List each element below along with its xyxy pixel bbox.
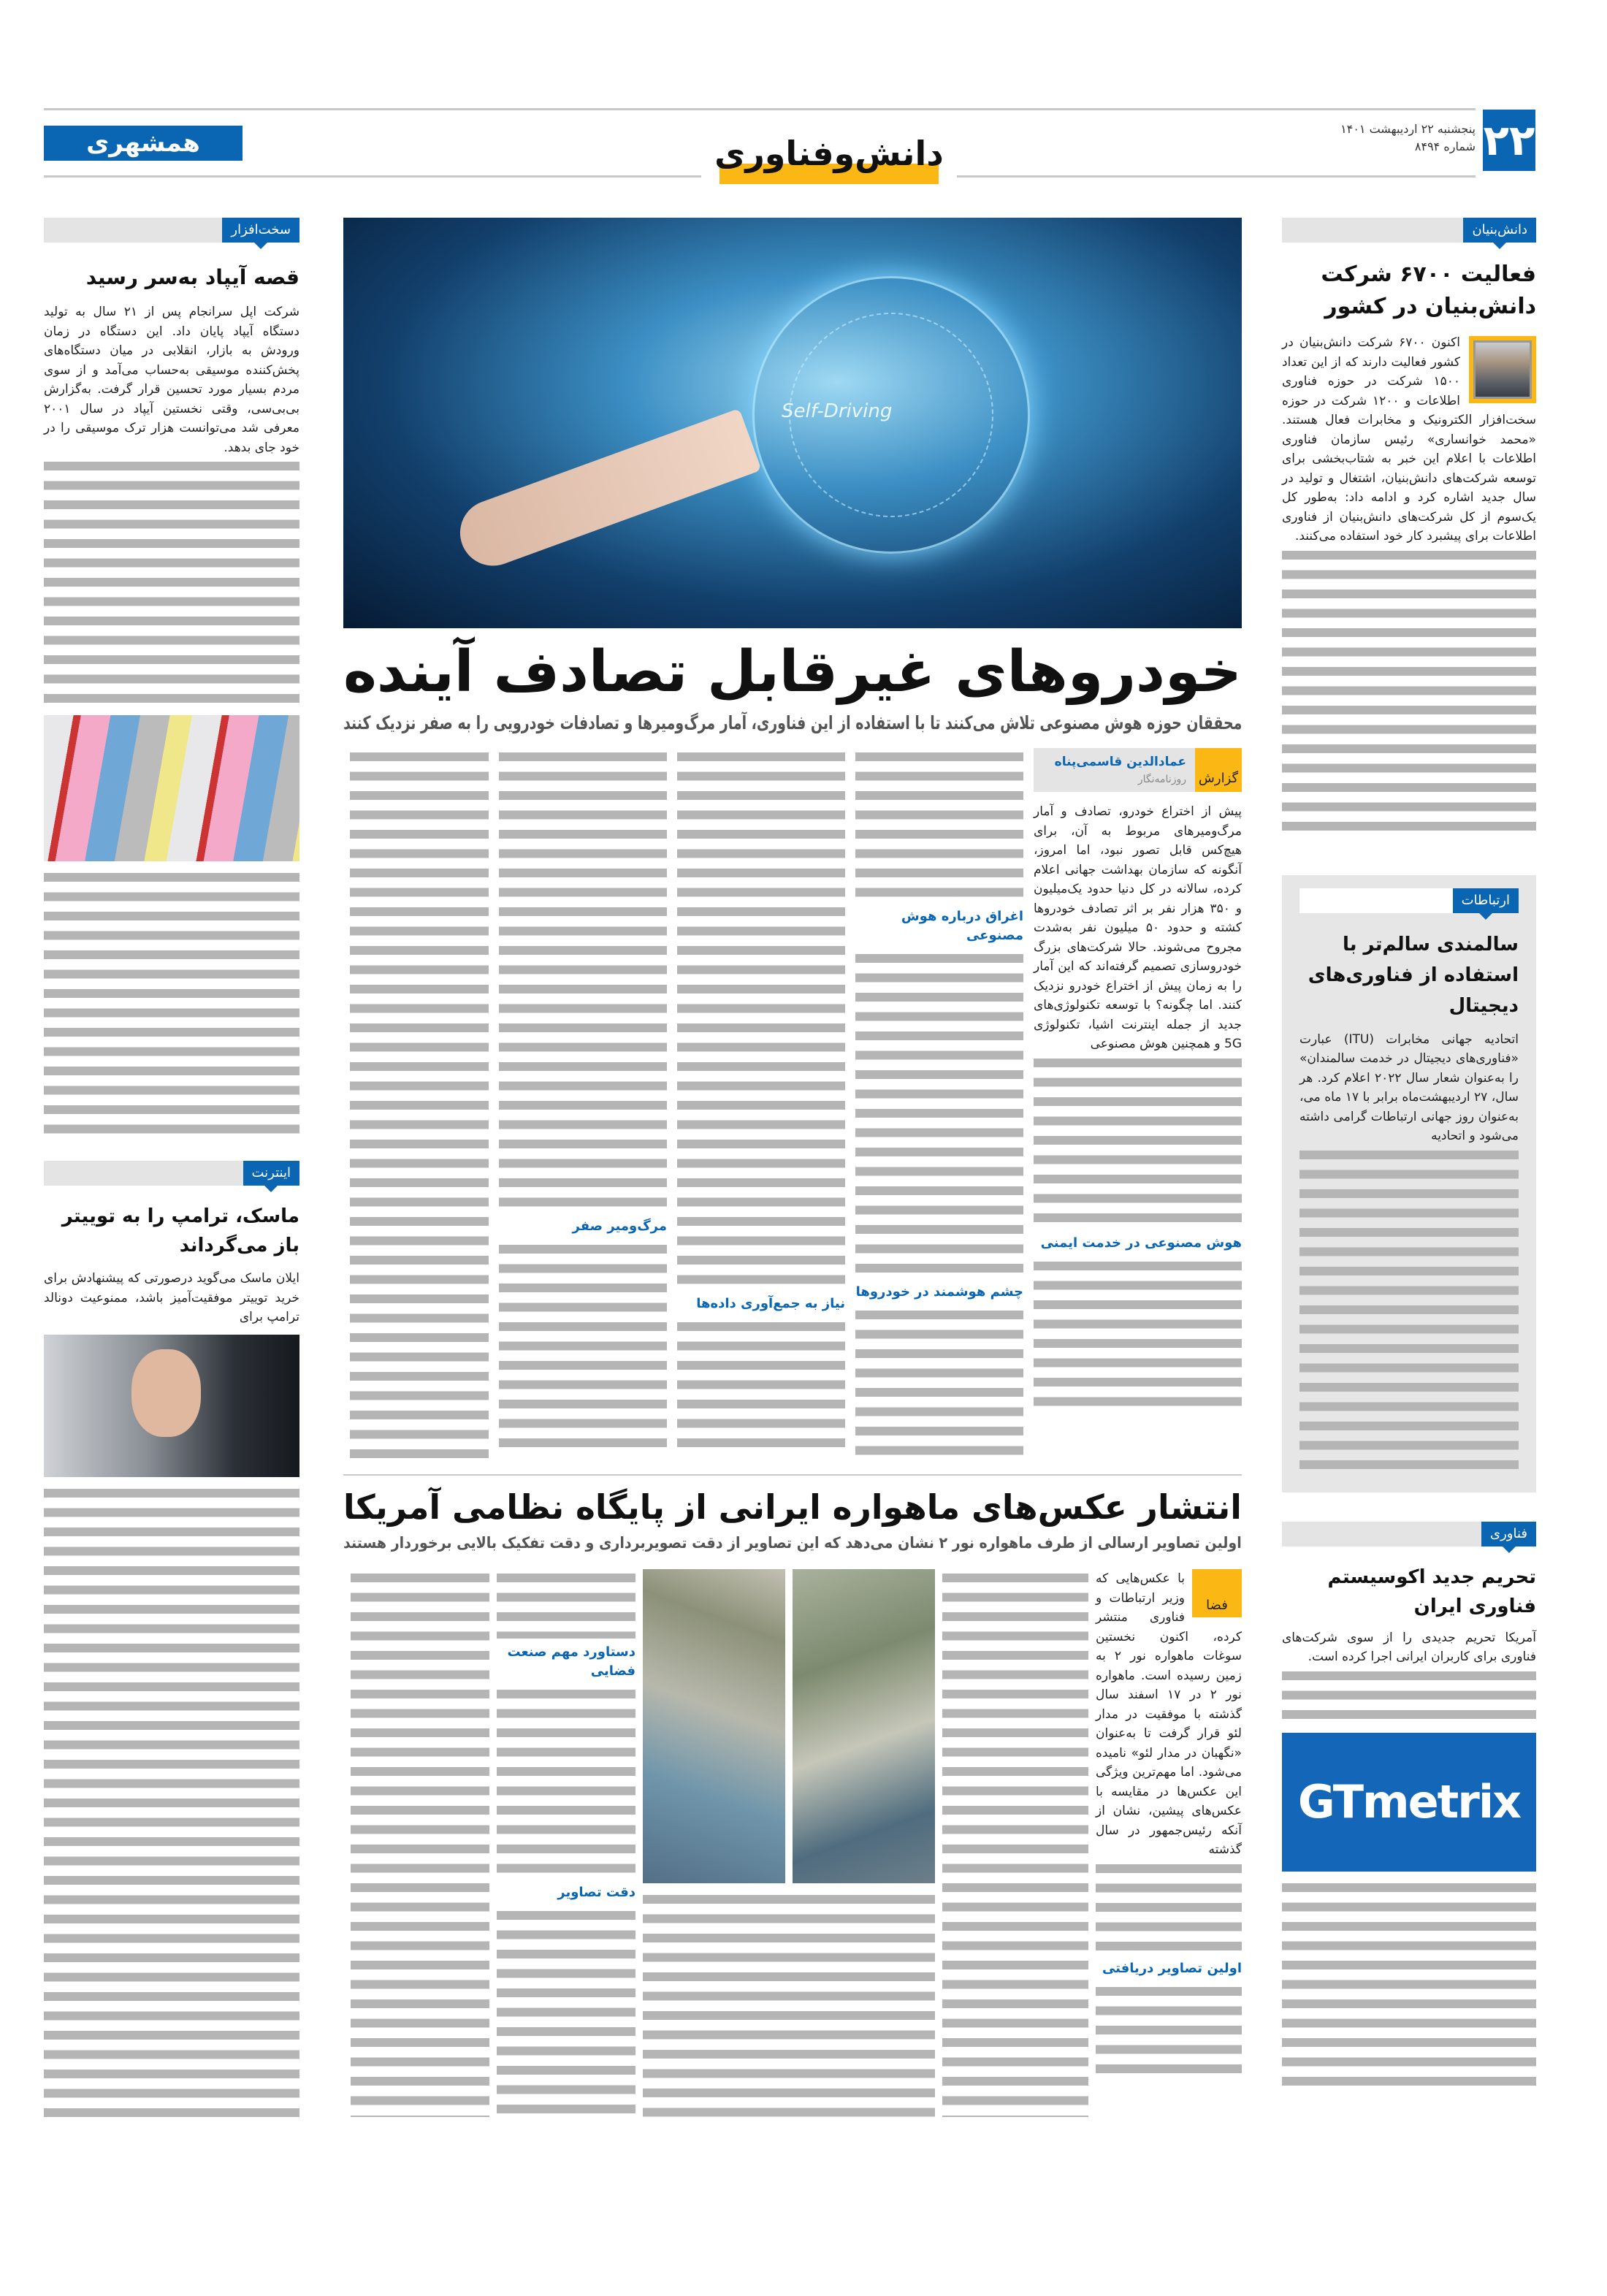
tag-internet[interactable]: اینترنت	[243, 1161, 300, 1186]
knowledge-body-cont	[1282, 546, 1536, 839]
tech-label	[1282, 1522, 1536, 1546]
satellite-body-col4	[351, 1569, 489, 2117]
tech-body: آمریکا تحریم جدیدی را از سوی شرکت‌های فناوری برای کاربران ایرانی اجرا کرده است.	[1282, 1630, 1536, 1664]
main-col5	[350, 748, 489, 1464]
main-body-col2	[855, 748, 1023, 903]
satellite-col2	[942, 1569, 1088, 2117]
byline-box	[1034, 748, 1242, 792]
musk-photo	[44, 1335, 299, 1477]
self-driving-image	[343, 218, 1242, 628]
hardware-label	[44, 218, 299, 243]
satellite-body-col1: با عکس‌هایی که وزیر ارتباطات و فناوری منتشر کرده، اکنون نخستین سوغات ماهواره نور ۲ به زمین رسیده است. ماهواره نور ۲ در ۱۷ اسفند سال گذشته با موفقیت در مدار لئو قرار گرفت تا به‌عنوان «نگهبان در مدار لئو» نامیده می‌شود. اما مهم‌ترین ویژگی این عکس‌ها در مقایسه با عکس‌های پیشین، نشان از آنکه رئیس‌جمهور در سال گذشته	[1096, 1571, 1242, 1857]
article-divider	[343, 1474, 1242, 1476]
satellite-col1	[1096, 1569, 1242, 2078]
hardware-body-cont	[44, 457, 299, 709]
subhead-smart-eye: چشم هوشمند در خودروها	[855, 1284, 1023, 1300]
author-name[interactable]: عمادالدین قاسمی‌پناه	[1054, 755, 1186, 769]
internet-body-cont	[44, 1484, 299, 2127]
knowledge-headline[interactable]: فعالیت ۶۷۰۰ شرکت دانش‌بنیان در کشور	[1321, 262, 1536, 319]
main-col1	[1034, 748, 1242, 1411]
satellite-image-right	[793, 1569, 935, 1883]
subhead-data: نیاز به جمع‌آوری داده‌ها	[696, 1296, 845, 1311]
telecom-headline[interactable]: سالمندی سالم‌تر با استفاده از فناوری‌های دیجیتال	[1308, 933, 1519, 1017]
page-number: ۲۲	[1483, 110, 1535, 171]
telecom-box	[1282, 875, 1536, 1492]
main-body-col1-cont	[1034, 1054, 1242, 1229]
ipod-photo	[44, 715, 299, 861]
telecom-body-cont	[1299, 1146, 1519, 1475]
main-body-col2b	[855, 950, 1023, 1278]
tech-body-cont	[1282, 1667, 1536, 1725]
main-col4	[499, 748, 667, 1452]
satellite-body-col2	[942, 1569, 1088, 2117]
main-body-col1-end	[1034, 1257, 1242, 1411]
main-body-col5	[350, 748, 489, 1464]
main-col3	[677, 748, 845, 1453]
gtmetrix-logo: GTmetrix	[1282, 1733, 1536, 1872]
main-body-col1: پیش از اختراع خودرو، تصادف و آمار مرگ‌ومیرهای مربوط به آن، برای هیچ‌کس قابل تصور نبود، اما امروز، آنگونه که سازمان بهداشت جهانی اعلام کرده، سالانه در کل دنیا حدود یک‌میلیون و ۳۵۰ هزار نفر بر اثر تصادف خودروها کشته و حدود ۵۰ میلیون نفر به‌شدت مجروح می‌شوند. حالا شرکت‌های بزرگ خودروسازی تصمیم گرفته‌اند که این آمار را به زمان پیش از اختراع خودرو نزدیک کنند. اما چگونه؟ با توسعه تکنولوژی‌های جدید از جمله اینترنت اشیا، تکنولوژی 5G و همچنین هوش مصنوعی	[1034, 804, 1243, 1051]
main-body-col3	[677, 748, 845, 1290]
tech-headline[interactable]: تحریم جدید اکوسیستم فناوری ایران	[1327, 1565, 1536, 1617]
satellite-body-col1b	[1096, 1860, 1242, 1955]
subhead-ai-safety: هوش مصنوعی در خدمت ایمنی	[1040, 1235, 1242, 1251]
satellite-body-col3b	[497, 1685, 635, 1879]
hud-caption: Self-Driving	[782, 400, 893, 422]
dateline	[1337, 121, 1476, 156]
main-body-col3b	[677, 1318, 845, 1453]
space-kicker: فضا	[1192, 1569, 1242, 1617]
satellite-col4	[351, 1569, 489, 2117]
hardware-headline[interactable]: قصه آیپاد به‌سر رسید	[85, 265, 299, 289]
main-subtitle: محققان حوزه هوش مصنوعی تلاش می‌کنند تا با استفاده از این فناوری، آمار مرگ‌ومیرها و تصادفات خودرویی را به صفر نزدیک کنند	[343, 712, 1242, 733]
hand	[451, 408, 761, 575]
tech-body-cont2	[1282, 1879, 1536, 2091]
internet-body: ایلان ماسک می‌گوید درصورتی که پیشنهادش برای خرید توییتر موفقیت‌آمیز باشد، ممنوعیت دونالد ترامپ برای	[44, 1271, 299, 1324]
top-rule	[44, 108, 1476, 110]
satellite-image-left	[643, 1569, 785, 1883]
author-role: روزنامه‌نگار	[1137, 774, 1186, 785]
satellite-headline[interactable]: انتشار عکس‌های ماهواره ایرانی از پایگاه نظامی آمریکا	[343, 1487, 1242, 1527]
satellite-body-col3c	[497, 1907, 635, 2118]
satellite-body-under-images	[643, 1891, 935, 2117]
main-body-col2c	[855, 1306, 1023, 1461]
satellite-body-col3	[497, 1569, 635, 1639]
tag-tech[interactable]: فناوری	[1481, 1522, 1536, 1546]
main-headline[interactable]: خودروهای غیرقابل تصادف آینده	[343, 639, 1242, 705]
satellite-body-col1c	[1096, 1983, 1242, 2078]
right-column	[1282, 218, 1536, 2091]
issue-number: شماره ۸۴۹۴	[1414, 140, 1476, 153]
knowledge-body: اکنون ۶۷۰۰ شرکت دانش‌بنیان در کشور فعالیت دارند که از این تعداد ۱۵۰۰ شرکت در حوزه فناوری اطلاعات و ۱۲۰۰ شرکت در حوزه سخت‌افزار الکترونیک و مخابرات فعال هستند. «محمد خوانساری» رئیس سازمان فناوری اطلاعات با اعلام این خبر به شتاب‌بخشی برای توسعه شرکت‌های دانش‌بنیان، اشتغال و تولید در سال جدید اشاره کرد و ادامه داد: به‌طور کل یک‌سوم از کل شرکت‌های دانش‌بنیان از فناوری اطلاعات برای پیشبرد کار خود استفاده می‌کنند.	[1282, 335, 1536, 544]
subhead-exaggeration: اغراق درباره هوش مصنوعی	[901, 909, 1023, 943]
header-bottom-rule	[44, 175, 701, 178]
satellite-col3	[497, 1569, 635, 2118]
khansari-photo	[1469, 336, 1536, 403]
section-title: دانش‌وفناوری	[701, 131, 957, 184]
main-col2	[855, 748, 1023, 1461]
internet-headline[interactable]: ماسک، ترامپ را به توییتر باز می‌گرداند	[61, 1205, 299, 1256]
subhead-zero-deaths: مرگ‌ومیر صفر	[572, 1218, 667, 1234]
hardware-body: شرکت اپل سرانجام پس از ۲۱ سال به تولید دستگاه آیپاد پایان داد. این دستگاه در زمان ورودش به بازار، انقلابی در میان دستگاه‌های پخش‌کننده موسیقی به‌حساب می‌آمد و از سوی مردم بسیار مورد تحسین قرار گرفت. به‌گزارش بی‌بی‌سی، وقتی نخستین آیپاد در سال ۲۰۰۱ معرفی شد می‌توانست هزار ترک موسیقی را در خود جای بدهد.	[44, 305, 299, 455]
newspaper-logo[interactable]: همشهری	[44, 126, 243, 161]
subhead-achievement: دستاورد مهم صنعت فضایی	[507, 1644, 635, 1679]
main-body-col4b	[499, 1240, 667, 1452]
hardware-body-cont2	[44, 869, 299, 1139]
center-column	[343, 218, 1242, 2118]
subhead-first-images: اولین تصاویر دریافتی	[1102, 1960, 1242, 1976]
telecom-label	[1299, 888, 1519, 913]
report-kicker: گزارش	[1195, 748, 1242, 792]
left-column	[44, 218, 299, 2127]
knowledge-label	[1282, 218, 1536, 243]
telecom-body: اتحادیه جهانی مخابرات (ITU) عبارت «فناوری‌های دیجیتال در خدمت سالمندان» را به‌عنوان شعار سال ۲۰۲۲ اعلام کرد. هر سال، ۲۷ اردیبهشت‌ماه برابر با ۱۷ ماه می، به‌عنوان روز جهانی ارتباطات گرامی داشته می‌شود و اتحادیه	[1299, 1031, 1519, 1143]
satellite-subtitle: اولین تصاویر ارسالی از طرف ماهواره نور ۲ نشان می‌دهد که این تصاویر از دقت تصویربرداری و دقت تفکیک بالایی برخوردار هستند	[343, 1534, 1242, 1552]
main-body-col4	[499, 748, 667, 1213]
tag-knowledge[interactable]: دانش‌بنیان	[1463, 218, 1536, 243]
musk-face	[131, 1349, 201, 1437]
main-body	[343, 748, 1242, 1464]
tag-hardware[interactable]: سخت‌افزار	[222, 218, 299, 243]
tag-telecom[interactable]: ارتباطات	[1453, 888, 1519, 913]
header-bottom-rule-right	[957, 175, 1476, 178]
subhead-accuracy: دقت تصاویر	[557, 1885, 635, 1900]
satellite-images-col	[643, 1569, 935, 2117]
internet-label	[44, 1161, 299, 1186]
date: پنجشنبه ۲۲ اردیبهشت ۱۴۰۱	[1340, 122, 1476, 136]
satellite-body	[343, 1569, 1242, 2118]
